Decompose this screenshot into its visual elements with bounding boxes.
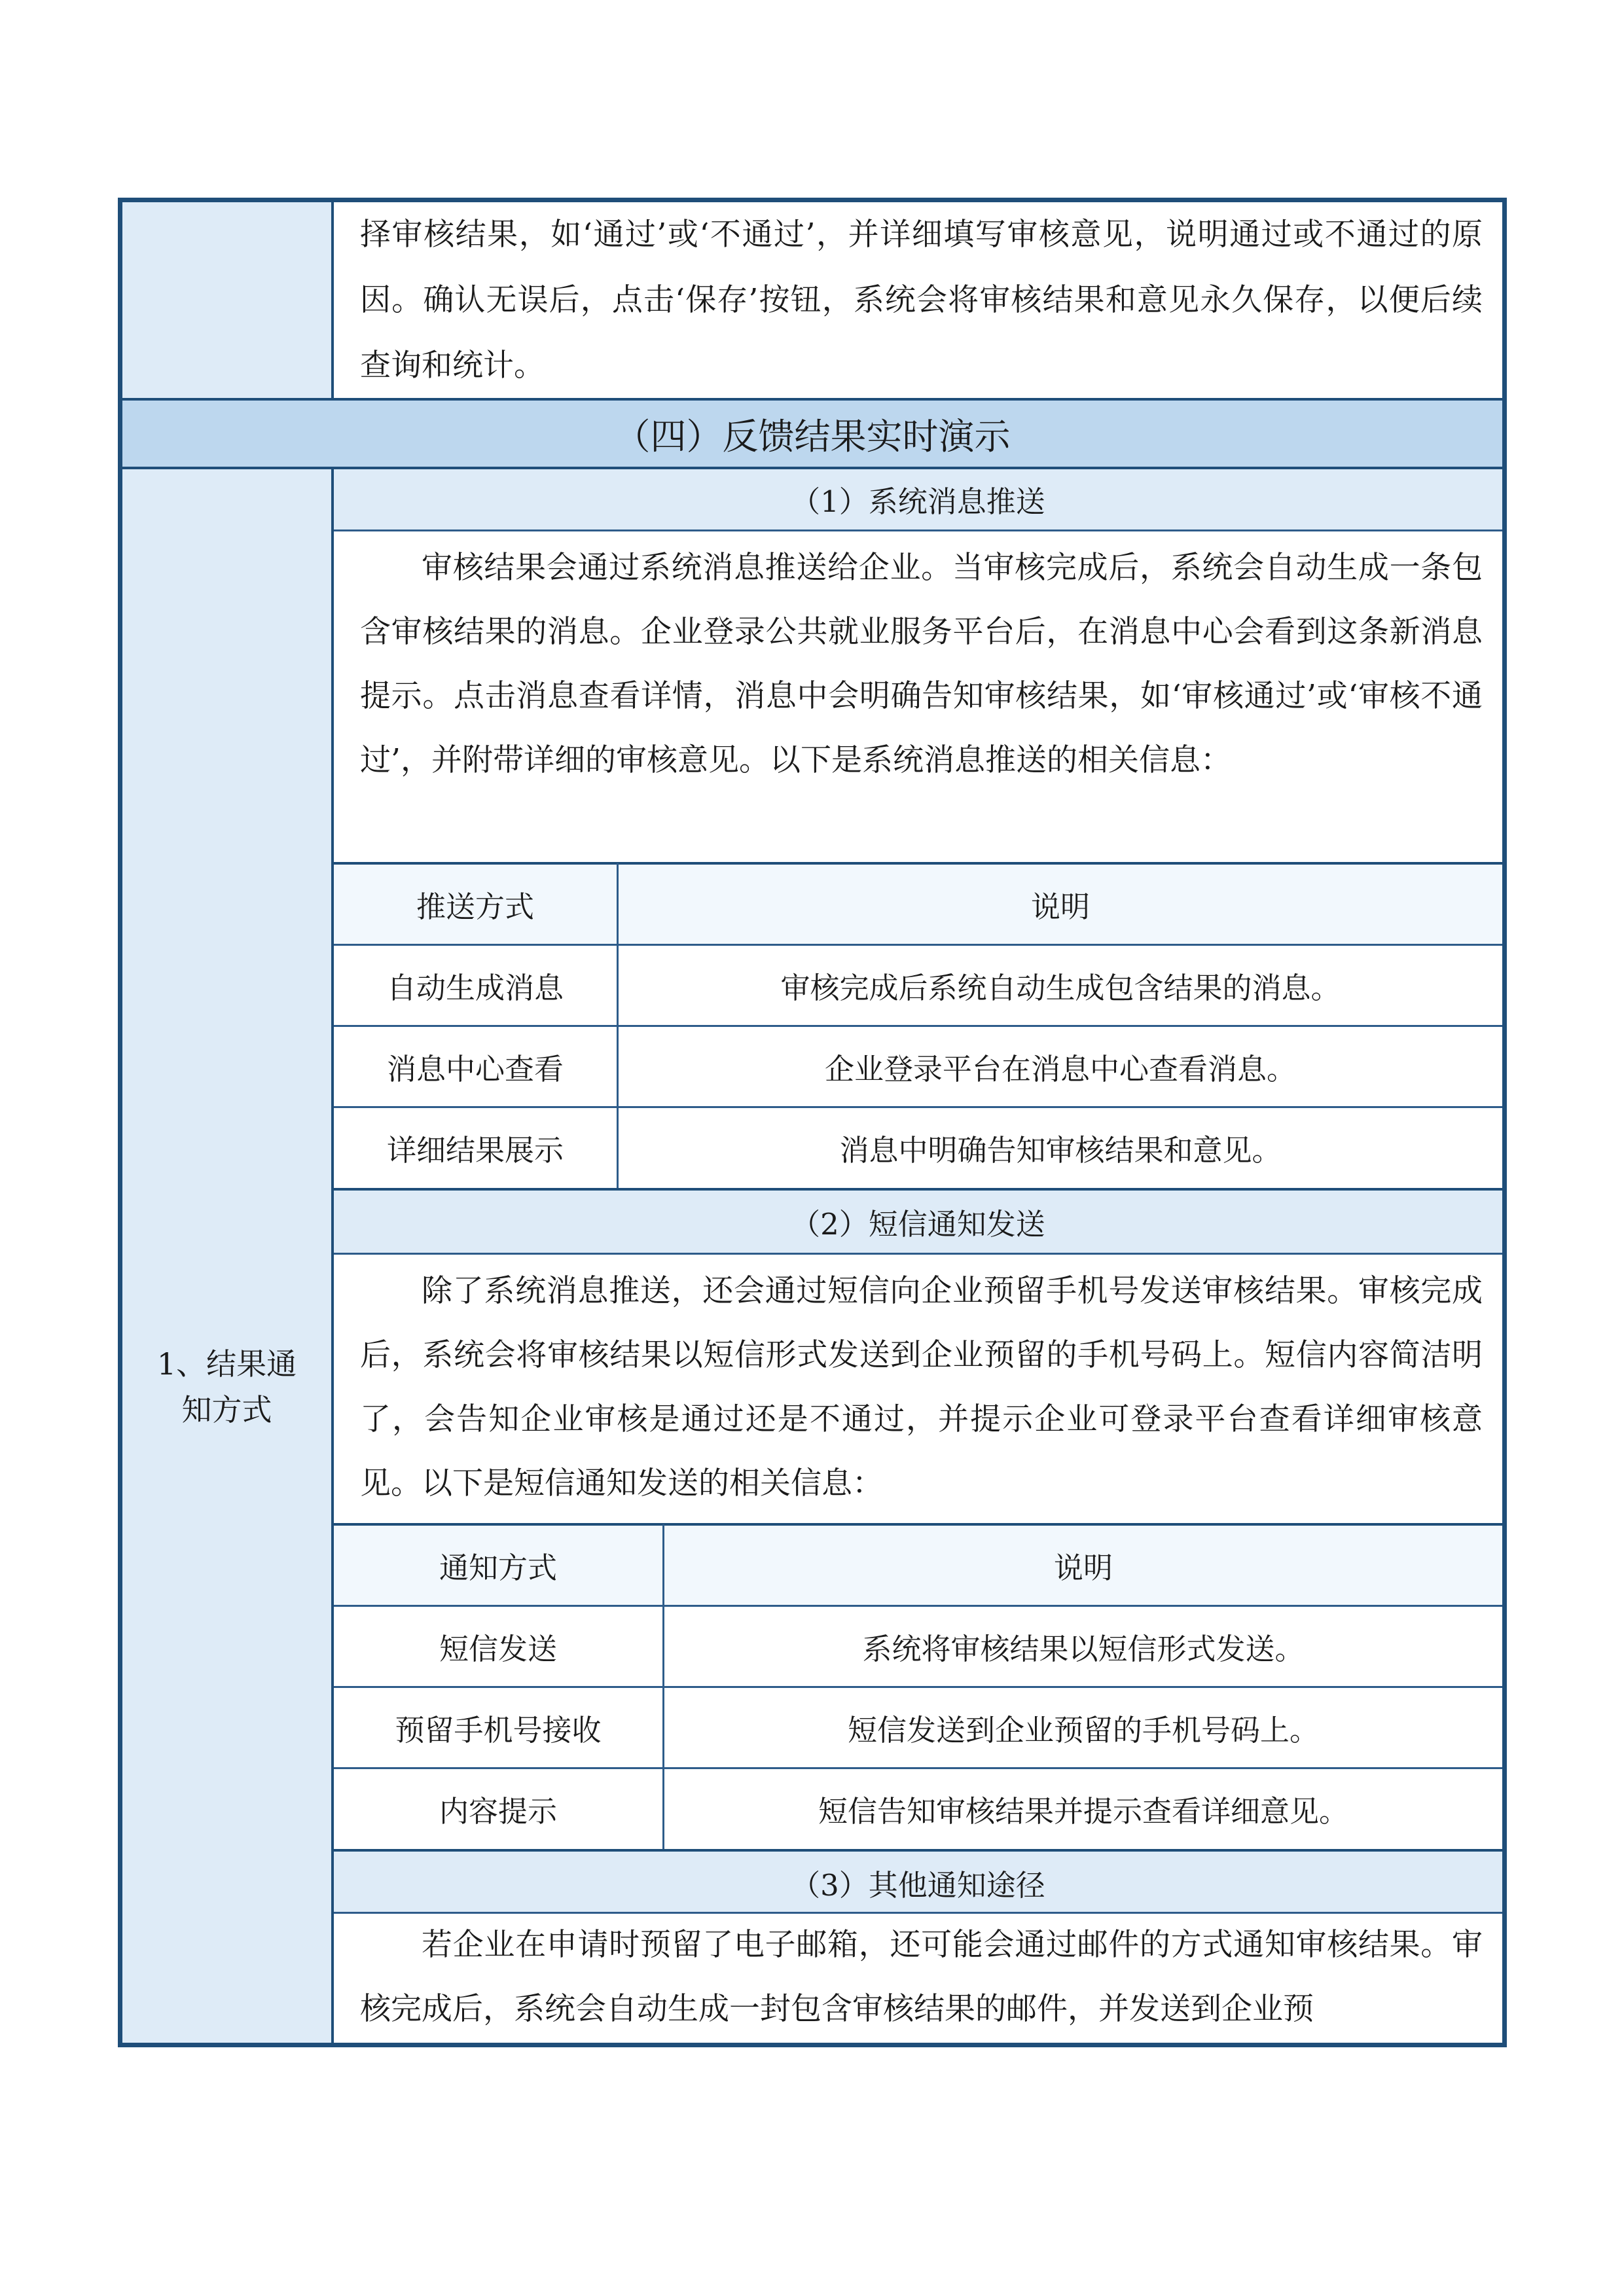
sub1-paragraph: 审核结果会通过系统消息推送给企业。当审核完成后，系统会自动生成一条包含审核结果的消息。企业登录公共就业服务平台后，在消息中心会看到这条新消息提示。点击消息查看详情，消息中会明确告知审核结果，如‘审核通过’或‘审核不通过’，并附带详细的审核意见。以下是系统消息推送的相关信息： — [360, 550, 1483, 778]
table2-row2-col2: 短信发送到企业预留的手机号码上。 — [847, 1712, 1319, 1748]
table2-row3-col2: 短信告知审核结果并提示查看详细意见。 — [818, 1793, 1348, 1829]
table2-row1-col1: 短信发送 — [439, 1631, 557, 1666]
rule — [334, 1605, 1502, 1607]
table2-row3-col1: 内容提示 — [439, 1793, 557, 1829]
table1-header-col1: 推送方式 — [416, 889, 534, 924]
sub3-title: （3）其他通知途径 — [334, 1852, 1502, 1913]
table1-row1-col1: 自动生成消息 — [386, 970, 564, 1005]
sub2-title: （2）短信通知发送 — [334, 1191, 1502, 1253]
rule — [334, 1849, 1502, 1852]
rule — [334, 1025, 1502, 1027]
rule — [334, 1253, 1502, 1255]
rule — [617, 863, 619, 1188]
table2-row1-col2: 系统将审核结果以短信形式发送。 — [862, 1631, 1305, 1666]
sub3-paragraph: 若企业在申请时预留了电子邮箱，还可能会通过邮件的方式通知审核结果。审核完成后，系统会自动生成一封包含审核结果的邮件，并发送到企业预 — [360, 1927, 1483, 2027]
rule — [334, 1912, 1502, 1914]
rule — [334, 944, 1502, 946]
rule — [122, 398, 1502, 401]
rule — [331, 468, 334, 2043]
table2-header-col1: 通知方式 — [439, 1550, 557, 1585]
rule — [334, 1188, 1502, 1191]
left-label — [122, 1315, 331, 1459]
rule — [331, 202, 334, 399]
table1-header-col2: 说明 — [1030, 889, 1090, 924]
rule — [334, 1767, 1502, 1769]
table1-row2-col1: 消息中心查看 — [386, 1051, 564, 1086]
rule — [334, 529, 1502, 531]
top-paragraph: 择审核结果，如‘通过’或‘不通过’，并详细填写审核意见，说明通过或不通过的原因。确认无误后，点击‘保存’按钮，系统会将审核结果和意见永久保存，以便后续查询和统计。 — [360, 217, 1483, 384]
rule — [334, 1523, 1502, 1526]
rule — [122, 467, 1502, 469]
left-label-line1: 1、结果通 — [156, 1346, 297, 1382]
table1-row1-col2: 审核完成后系统自动生成包含结果的消息。 — [780, 970, 1341, 1005]
left-label-line2: 知方式 — [181, 1392, 272, 1427]
rule — [662, 1524, 664, 1849]
rule — [334, 1686, 1502, 1688]
table2-row2-col1: 预留手机号接收 — [395, 1712, 602, 1748]
table1-row3-col2: 消息中明确告知审核结果和意见。 — [839, 1132, 1282, 1168]
left-column-top — [122, 202, 331, 399]
table1-row3-col1: 详细结果展示 — [386, 1132, 564, 1168]
table2-header-col2: 说明 — [1053, 1550, 1113, 1585]
rule — [334, 1106, 1502, 1108]
rule — [334, 862, 1502, 865]
section-title: （四）反馈结果实时演示 — [122, 399, 1502, 468]
document-table — [118, 198, 1507, 2047]
left-column-main — [122, 468, 331, 2043]
sub2-paragraph: 除了系统消息推送，还会通过短信向企业预留手机号发送审核结果。审核完成后，系统会将审核结果以短信形式发送到企业预留的手机号码上。短信内容简洁明了，会告知企业审核是通过还是不通过，并提示企业可登录平台查看详细审核意见。以下是短信通知发送的相关信息： — [360, 1273, 1483, 1501]
table1-row2-col2: 企业登录平台在消息中心查看消息。 — [824, 1051, 1296, 1086]
sub1-title: （1）系统消息推送 — [334, 468, 1502, 530]
